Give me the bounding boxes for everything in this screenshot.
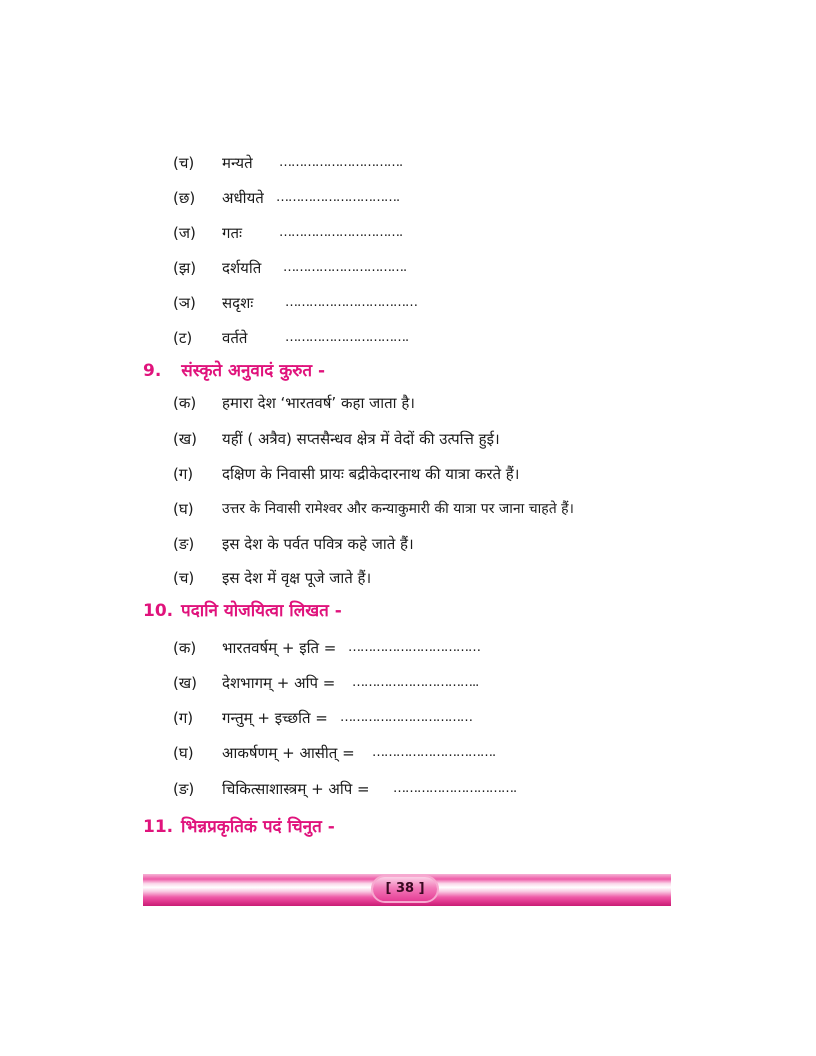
- item-label: (घ): [173, 500, 194, 518]
- answer-blank: …………………………..: [352, 675, 479, 690]
- item-expression: गन्तुम् + इच्छति =: [222, 709, 328, 727]
- item-word: अधीयते: [222, 189, 264, 207]
- section-title: पदानि योजयित्वा लिखत -: [181, 601, 342, 621]
- item-label: (च): [173, 569, 195, 587]
- item-label: (क): [173, 394, 197, 412]
- item-label: (ट): [173, 329, 193, 347]
- answer-blank: ……………………………: [340, 710, 472, 725]
- item-word: सदृशः: [222, 294, 254, 312]
- item-sentence: दक्षिण के निवासी प्रायः बद्रीकेदारनाथ की यात्रा करते हैं।: [222, 465, 520, 483]
- item-word: मन्यते: [222, 154, 253, 172]
- answer-blank: ………………………….: [276, 190, 400, 205]
- item-label: (छ): [173, 189, 196, 207]
- answer-blank: ………………………….: [279, 155, 403, 170]
- answer-blank: ………………………….: [283, 260, 407, 275]
- answer-blank: ……………………………: [285, 295, 417, 310]
- item-sentence: इस देश के पर्वत पवित्र कहे जाते हैं।: [222, 535, 414, 553]
- item-expression: भारतवर्षम् + इति =: [222, 639, 337, 657]
- answer-blank: ………………………….: [285, 330, 409, 345]
- answer-blank: ……………………………: [348, 640, 480, 655]
- item-label: (ज): [173, 224, 196, 242]
- section-number: 11.: [143, 817, 174, 837]
- item-label: (घ): [173, 744, 194, 762]
- section-number: 10.: [143, 601, 174, 621]
- section-number: 9.: [143, 361, 162, 381]
- section-10-heading: [143, 598, 342, 624]
- answer-blank: ………………………….: [279, 225, 403, 240]
- item-label: (ग): [173, 709, 194, 727]
- item-expression: चिकित्साशास्त्रम् + अपि =: [222, 780, 370, 798]
- item-sentence: इस देश में वृक्ष पूजे जाते हैं।: [222, 569, 372, 587]
- page-number: [ 38 ]: [373, 877, 437, 901]
- answer-blank: ………………………….: [393, 781, 517, 796]
- section-9-heading: [143, 358, 325, 384]
- item-label: (क): [173, 639, 197, 657]
- item-label: (ङ): [173, 535, 195, 553]
- section-11-heading: [143, 814, 335, 840]
- item-label: (झ): [173, 259, 197, 277]
- item-label: (ख): [173, 674, 197, 692]
- item-label: (ख): [173, 430, 197, 448]
- item-word: गतः: [222, 224, 243, 242]
- item-label: (ग): [173, 465, 194, 483]
- item-word: दर्शयति: [222, 259, 262, 277]
- answer-blank: ………………………….: [372, 745, 496, 760]
- item-expression: आकर्षणम् + आसीत् =: [222, 744, 355, 762]
- item-sentence: हमारा देश ‘भारतवर्ष’ कहा जाता है।: [222, 394, 415, 412]
- item-word: वर्तते: [222, 329, 248, 347]
- section-title: भिन्नप्रकृतिकं पदं चिनुत -: [181, 817, 335, 837]
- item-expression: देशभागम् + अपि =: [222, 674, 336, 692]
- item-sentence: उत्तर के निवासी रामेश्वर और कन्याकुमारी की यात्रा पर जाना चाहते हैं।: [222, 501, 574, 517]
- item-label: (ङ): [173, 780, 195, 798]
- item-label: (च): [173, 154, 195, 172]
- section-title: संस्कृते अनुवादं कुरुत -: [181, 361, 326, 381]
- item-sentence: यहीं ( अत्रैव) सप्तसैन्धव क्षेत्र में वेदों की उत्पत्ति हुई।: [222, 430, 500, 448]
- item-label: (ञ): [173, 294, 196, 312]
